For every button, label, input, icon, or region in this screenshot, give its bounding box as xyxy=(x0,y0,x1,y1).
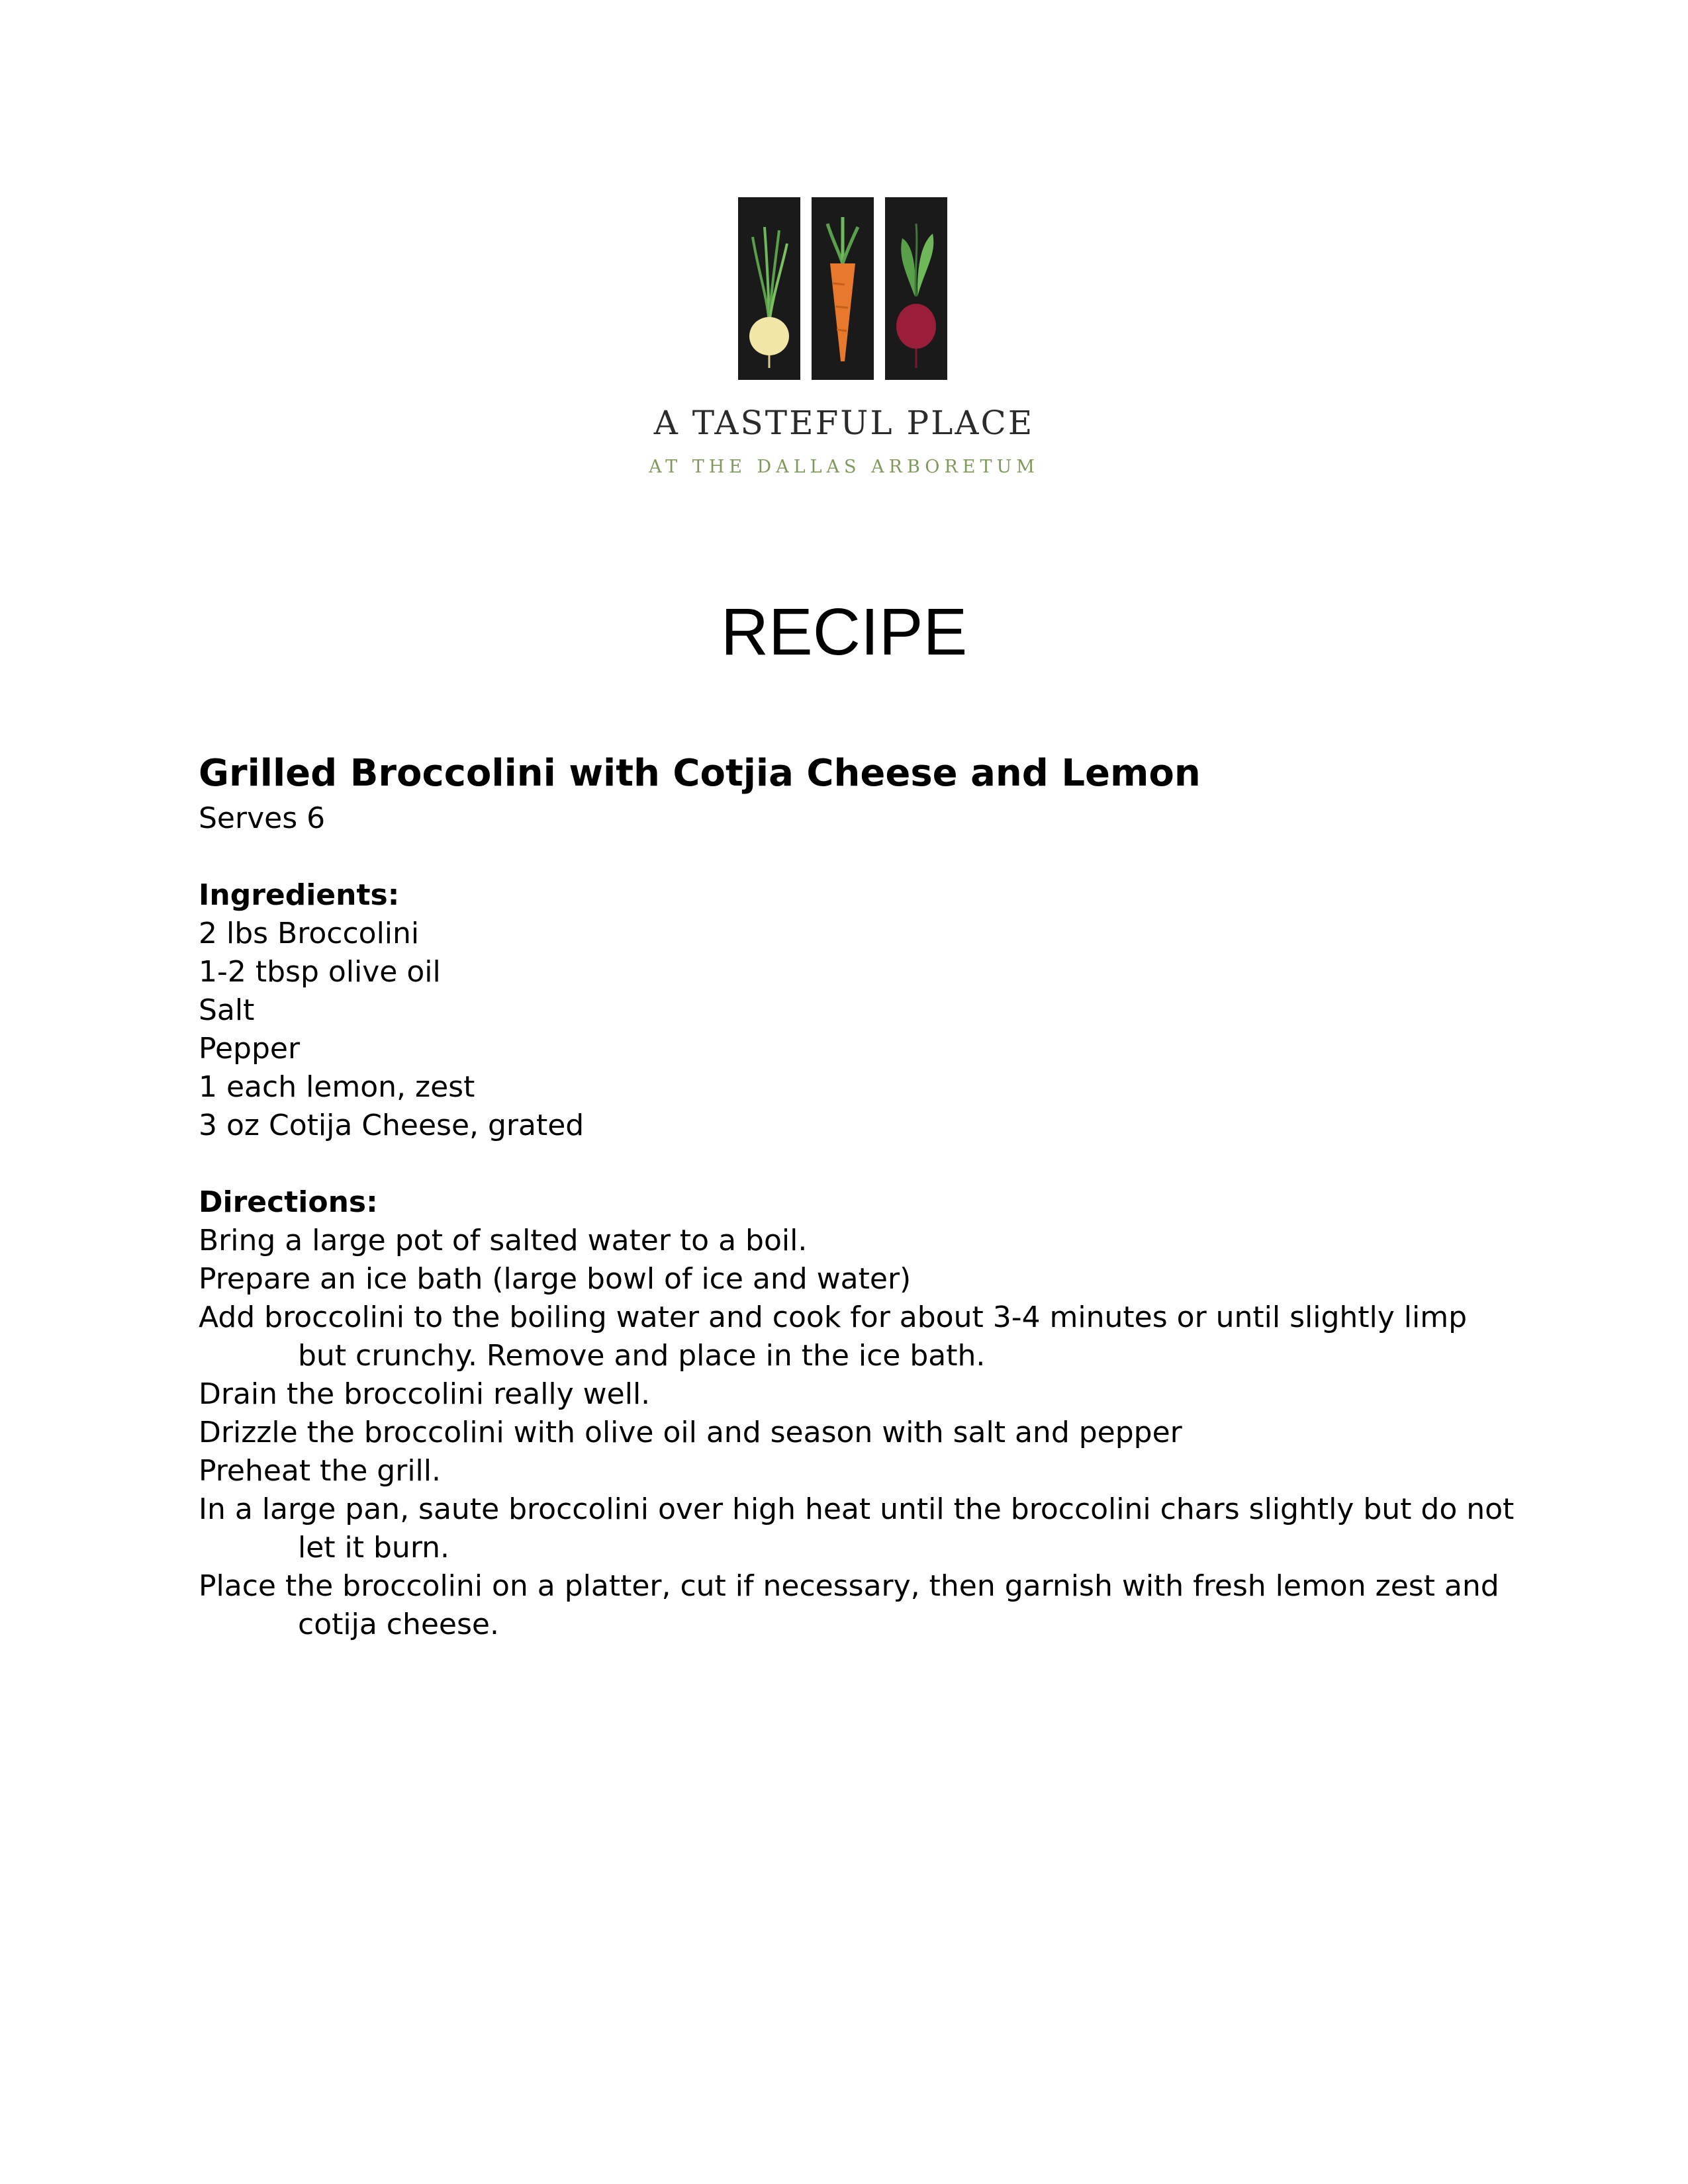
ingredient-item: 2 lbs Broccolini xyxy=(199,917,420,950)
recipe-content xyxy=(199,748,1523,1644)
recipe-name: Grilled Broccolini with Cotjia Cheese and Lemon xyxy=(199,752,1201,795)
ingredients-heading: Ingredients: xyxy=(199,878,400,912)
directions-list xyxy=(199,1222,1523,1644)
onion-icon xyxy=(738,197,800,380)
ingredients-list xyxy=(199,915,1523,1145)
directions-heading: Directions: xyxy=(199,1185,378,1219)
beet-icon xyxy=(885,197,947,380)
document-title: RECIPE xyxy=(720,595,968,669)
direction-step: Drain the broccolini really well. xyxy=(199,1377,651,1411)
ingredient-item: 1-2 tbsp olive oil xyxy=(199,955,441,989)
carrot-icon xyxy=(812,197,874,380)
direction-step: Bring a large pot of salted water to a boil. xyxy=(199,1224,808,1257)
ingredient-item: 3 oz Cotija Cheese, grated xyxy=(199,1109,585,1142)
ingredient-item: Salt xyxy=(199,993,255,1027)
direction-step: Preheat the grill. xyxy=(199,1454,441,1488)
brand-logo xyxy=(622,197,1066,488)
direction-step: Place the broccolini on a platter, cut if necessary, then garnish with fresh lemon zest and cotija cheese. xyxy=(199,1569,1499,1641)
logo-vegetable-panels xyxy=(738,197,947,380)
logo-subtitle: AT THE DALLAS ARBORETUM xyxy=(649,457,1039,477)
ingredient-item: 1 each lemon, zest xyxy=(199,1070,475,1104)
logo-name: A TASTEFUL PLACE xyxy=(653,404,1035,442)
direction-step: Drizzle the broccolini with olive oil and season with salt and pepper xyxy=(199,1416,1182,1449)
direction-step: Add broccolini to the boiling water and cook for about 3-4 minutes or until slightly limp but crunchy. Remove and place in the ice bath. xyxy=(199,1300,1468,1373)
direction-step: Prepare an ice bath (large bowl of ice and water) xyxy=(199,1262,912,1296)
recipe-serves: Serves 6 xyxy=(199,801,326,835)
direction-step: In a large pan, saute broccolini over high heat until the broccolini chars slightly but do not let it burn. xyxy=(199,1492,1515,1565)
ingredient-item: Pepper xyxy=(199,1032,301,1066)
